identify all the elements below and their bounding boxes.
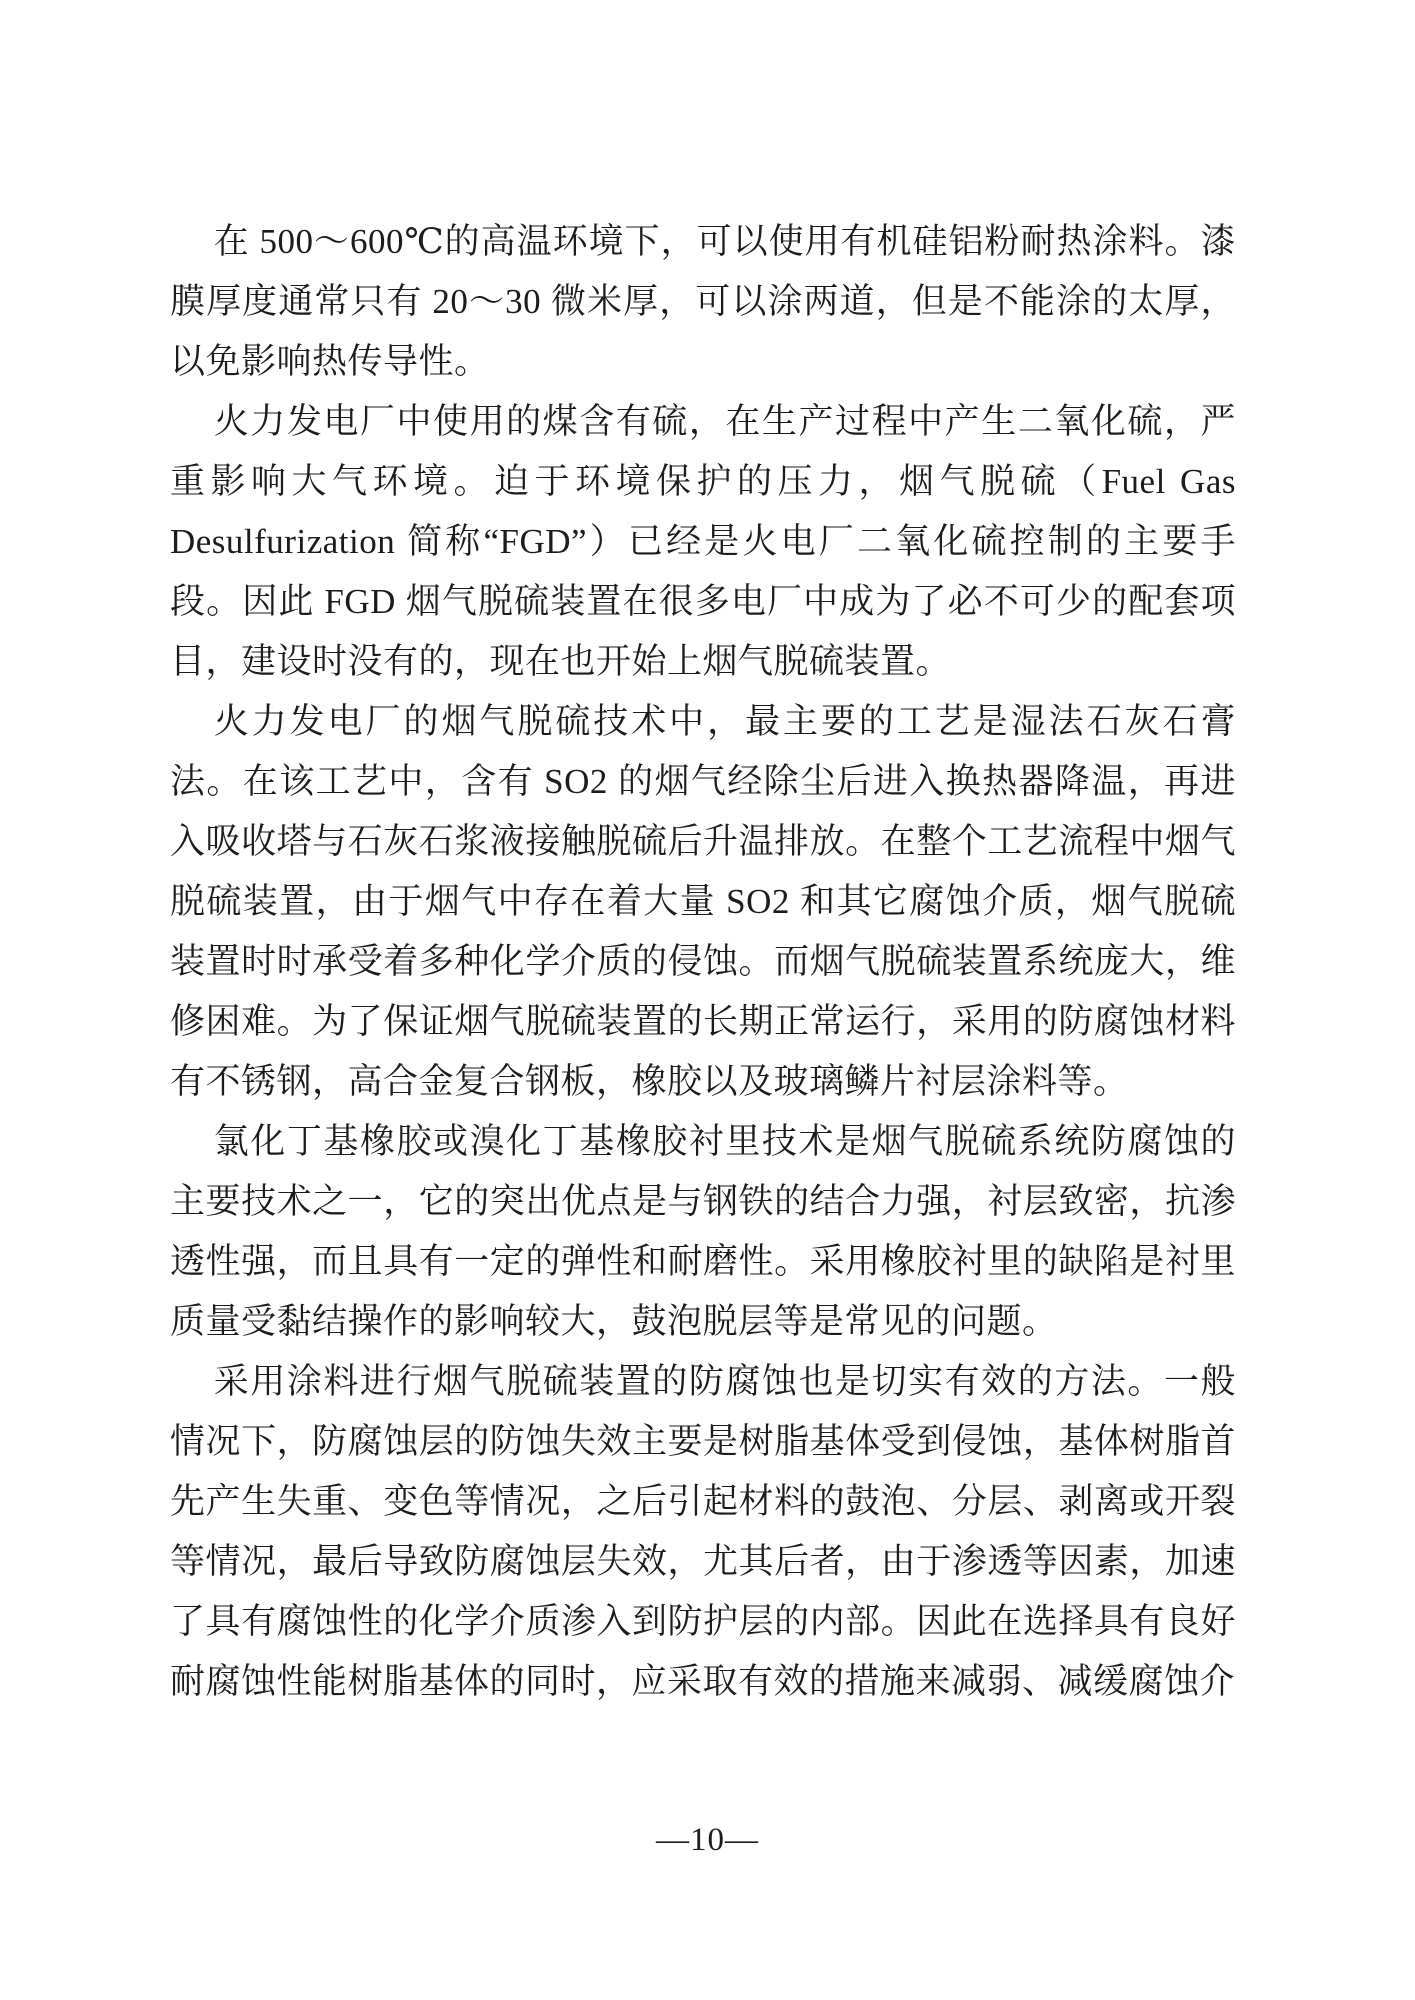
page-footer [0,1822,1415,1859]
text-body [170,212,1236,1712]
paragraph: 在 500～600℃的高温环境下，可以使用有机硅铝粉耐热涂料。漆膜厚度通常只有 20～30 微米厚，可以涂两道，但是不能涂的太厚，以免影响热传导性。 [170,222,1236,381]
paragraph: 火力发电厂中使用的煤含有硫，在生产过程中产生二氧化硫，严重影响大气环境。迫于环境保护的压力，烟气脱硫（Fuel Gas Desulfurization 简称“FGD”）已经是火电厂二氧化硫控制的主要手段。因此 FGD 烟气脱硫装置在很多电厂中成为了必不可少的配套项目，建设时没有的，现在也开始上烟气脱硫装置。 [170,402,1236,681]
page-number: —10— [656,1822,759,1858]
paragraph: 火力发电厂的烟气脱硫技术中，最主要的工艺是湿法石灰石膏法。在该工艺中，含有 SO2 的烟气经除尘后进入换热器降温，再进入吸收塔与石灰石浆液接触脱硫后升温排放。在整个工艺流程中烟气脱硫装置，由于烟气中存在着大量 SO2 和其它腐蚀介质，烟气脱硫装置时时承受着多种化学介质的侵蚀。而烟气脱硫装置系统庞大，维修困难。为了保证烟气脱硫装置的长期正常运行，采用的防腐蚀材料有不锈钢，高合金复合钢板，橡胶以及玻璃鳞片衬层涂料等。 [170,702,1236,1101]
paragraph: 氯化丁基橡胶或溴化丁基橡胶衬里技术是烟气脱硫系统防腐蚀的主要技术之一，它的突出优点是与钢铁的结合力强，衬层致密，抗渗透性强，而且具有一定的弹性和耐磨性。采用橡胶衬里的缺陷是衬里质量受黏结操作的影响较大，鼓泡脱层等是常见的问题。 [170,1122,1236,1341]
paragraph: 采用涂料进行烟气脱硫装置的防腐蚀也是切实有效的方法。一般情况下，防腐蚀层的防蚀失效主要是树脂基体受到侵蚀，基体树脂首先产生失重、变色等情况，之后引起材料的鼓泡、分层、剥离或开裂等情况，最后导致防腐蚀层失效，尤其后者，由于渗透等因素，加速了具有腐蚀性的化学介质渗入到防护层的内部。因此在选择具有良好耐腐蚀性能树脂基体的同时，应采取有效的措施来减弱、减缓腐蚀介 [170,1362,1236,1701]
